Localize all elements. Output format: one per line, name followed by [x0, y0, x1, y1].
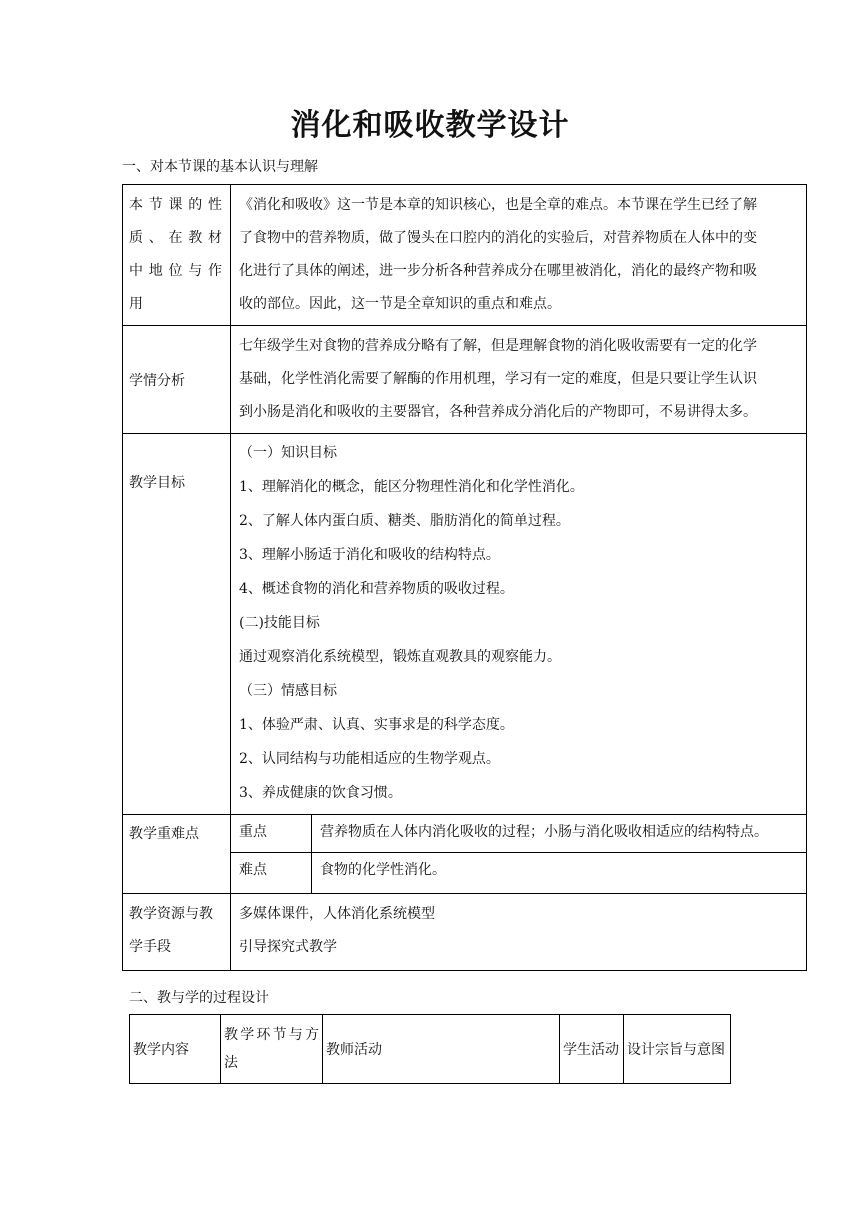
header-student-activity: 学生活动 [560, 1015, 624, 1084]
content-line: 3、养成健康的饮食习惯。 [239, 785, 402, 801]
section-heading-2: 二、教与学的过程设计 [129, 990, 269, 1006]
header-text: 教学环节与方法 [224, 1027, 319, 1071]
section-heading-1: 一、对本节课的基本认识与理解 [122, 159, 318, 175]
header-design-intent: 设计宗旨与意图 [624, 1015, 731, 1084]
page-title: 消化和吸收教学设计 [290, 108, 570, 143]
content-line: 通过观察消化系统模型，锻炼直观教具的观察能力。 [239, 649, 561, 665]
content-line: 到小肠是消化和吸收的主要器官，各种营养成分消化后的产物即可，不易讲得太多。 [239, 404, 757, 420]
content-line: 了食物中的营养物质，做了馒头在口腔内的消化的实验后，对营养物质在人体中的变 [239, 230, 757, 246]
header-teacher-activity: 教师活动 [323, 1015, 560, 1084]
row-content-nature [231, 185, 807, 326]
process-design-table [129, 1014, 731, 1084]
row-label-goals: 教学目标 [123, 434, 231, 815]
key-label: 重点 [231, 815, 312, 853]
content-line: 《消化和吸收》这一节是本章的知识核心，也是全章的难点。本节课在学生已经了解 [239, 197, 757, 213]
row-label-text: 教学资源与教学手段 [129, 906, 213, 955]
row-label-text: 本节课的性质、在教材中地位与作用 [129, 197, 224, 312]
row-label-nature [123, 185, 231, 326]
table-header-row [130, 1015, 731, 1084]
content-line: 1、体验严肃、认真、实事求是的科学态度。 [239, 717, 514, 733]
difficulty-label: 难点 [231, 853, 312, 894]
content-line: 多媒体课件，人体消化系统模型 [239, 906, 435, 922]
table-row [123, 185, 807, 326]
content-line: 2、了解人体内蛋白质、糖类、脂肪消化的简单过程。 [239, 513, 570, 529]
table-row [123, 815, 807, 853]
content-line: 收的部位。因此，这一节是全章知识的重点和难点。 [239, 296, 561, 312]
content-line: 4、概述食物的消化和营养物质的吸收过程。 [239, 581, 514, 597]
row-label-resources [123, 894, 231, 971]
row-content-analysis [231, 326, 807, 434]
content-line: 2、认同结构与功能相适应的生物学观点。 [239, 751, 500, 767]
row-content-resources [231, 894, 807, 971]
content-line: 基础，化学性消化需要了解酶的作用机理，学习有一定的难度，但是只要让学生认识 [239, 371, 757, 387]
table-row [123, 894, 807, 971]
row-label-analysis: 学情分析 [123, 326, 231, 434]
difficulty-text: 食物的化学性消化。 [312, 853, 807, 894]
content-line: 引导探究式教学 [239, 939, 337, 955]
content-line: 3、理解小肠适于消化和吸收的结构特点。 [239, 547, 500, 563]
basic-understanding-table [122, 184, 807, 971]
content-line: （一）知识目标 [239, 445, 337, 461]
content-line: (二)技能目标 [239, 615, 320, 631]
row-content-goals [231, 434, 807, 815]
content-line: 1、理解消化的概念，能区分物理性消化和化学性消化。 [239, 479, 584, 495]
content-line: 七年级学生对食物的营养成分略有了解，但是理解食物的消化吸收需要有一定的化学 [239, 338, 757, 354]
row-label-keypoints: 教学重难点 [123, 815, 231, 894]
header-teaching-method [221, 1015, 323, 1084]
key-text: 营养物质在人体内消化吸收的过程；小肠与消化吸收相适应的结构特点。 [312, 815, 807, 853]
table-row [123, 434, 807, 815]
content-line: 化进行了具体的阐述，进一步分析各种营养成分在哪里被消化，消化的最终产物和吸 [239, 263, 757, 279]
header-teaching-content: 教学内容 [130, 1015, 221, 1084]
table-row [123, 326, 807, 434]
content-line: （三）情感目标 [239, 683, 337, 699]
